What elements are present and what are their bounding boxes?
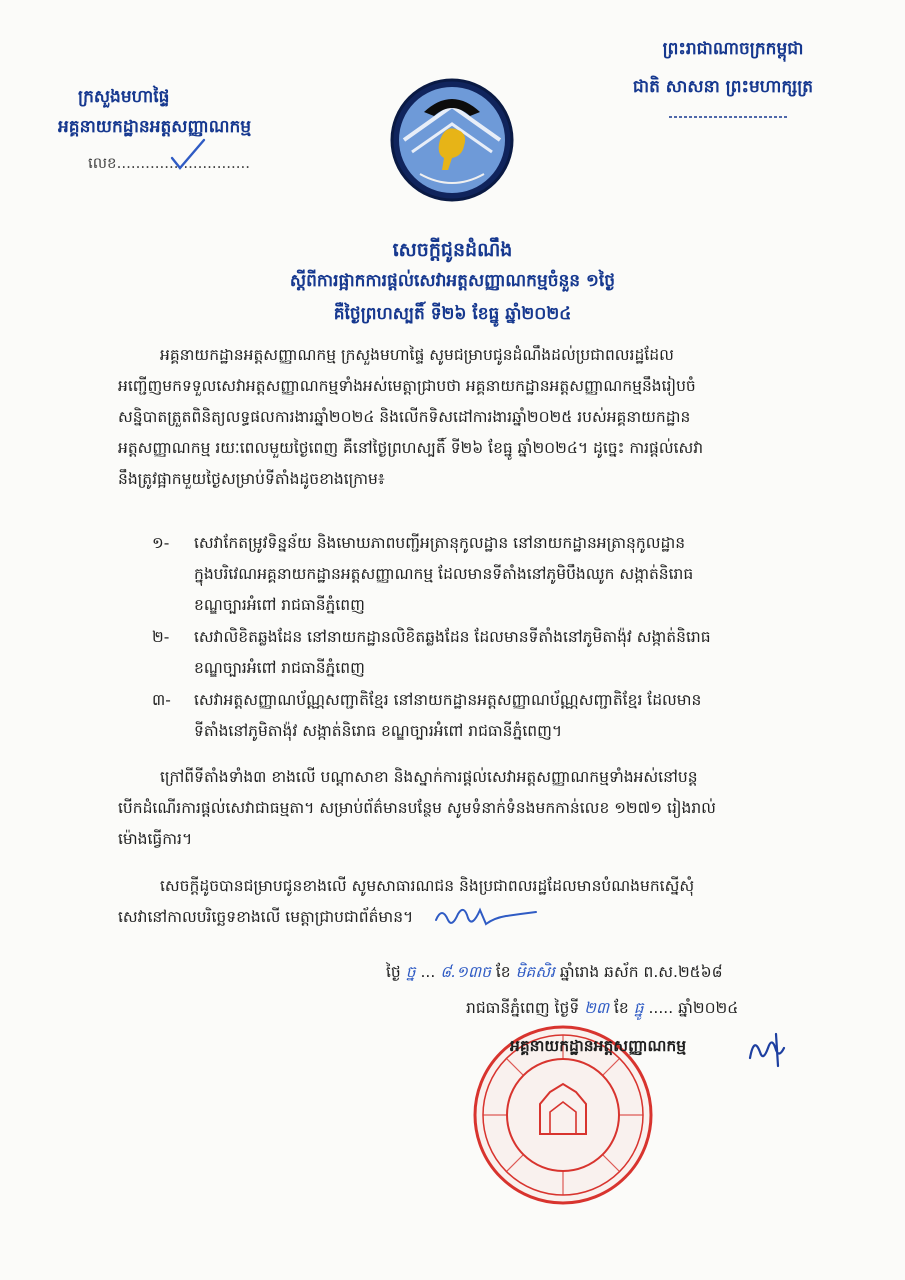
list-item-number: ៣-	[152, 691, 171, 709]
solar-prefix: រាជធានីភ្នំពេញ ថ្ងៃទី	[466, 999, 580, 1017]
paragraph-line: សេវានៅកាលបរិច្ឆេទខាងលើ មេត្តាជ្រាបជាព័ត៌មាន។	[118, 908, 414, 926]
notice-title: សេចក្តីជូនដំណឹង	[392, 239, 513, 261]
paragraph-line: អញ្ជើញមកទទួលសេវាអត្តសញ្ញាណកម្មទាំងអស់មេត្តាជ្រាបថា អគ្គនាយកដ្ឋានអត្តសញ្ញាណកម្មនឹងរៀបចំ	[118, 377, 696, 395]
paragraph-line: អគ្គនាយកដ្ឋានអត្តសញ្ញាណកម្ម ក្រសួងមហាផ្ទៃ សូមជម្រាបជូនដំណឹងដល់ប្រជាពលរដ្ឋដែល	[160, 346, 674, 364]
reference-number: លេខ............................	[88, 154, 251, 172]
solar-month-label: ខែ	[614, 999, 629, 1017]
notice-subject: ស្តីពីការផ្អាកការផ្តល់សេវាអត្តសញ្ញាណកម្មចំនួន ១ថ្ងៃ	[289, 271, 616, 291]
list-item-line: ខណ្ឌច្បារអំពៅ រាជធានីភ្នំពេញ	[194, 596, 365, 614]
paragraph-line: សន្និបាតត្រួតពិនិត្យលទ្ធផលការងារឆ្នាំ២០២៤ និងលើកទិសដៅការងារឆ្នាំ២០២៥ របស់អគ្គនាយកដ្ឋាន	[118, 408, 691, 426]
ministry-name: ក្រសួងមហាផ្ទៃ	[78, 87, 170, 107]
lunar-day-handwritten: ៨.១៣ច	[440, 963, 491, 981]
filler-dots: .....	[648, 999, 674, 1017]
paragraph-line: បើកដំណើរការផ្តល់សេវាជាធម្មតា។ សម្រាប់ព័ត៌មានបន្ថែម សូមទំនាក់ទំនងមកកាន់លេខ ១២៧១ រៀងរាល់	[118, 799, 716, 817]
contact-paragraph	[118, 762, 838, 855]
solar-date-line	[466, 998, 738, 1021]
list-item-line: សេវាអត្តសញ្ញាណប័ណ្ណសញ្ជាតិខ្មែរ នៅនាយកដ្ឋានអត្តសញ្ញាណប័ណ្ណសញ្ជាតិខ្មែរ ដែលមាន	[194, 691, 702, 709]
handwritten-initials	[432, 898, 542, 930]
list-item-number: ២-	[152, 628, 170, 646]
list-item-line: ទីតាំងនៅភូមិតាង៉ុវ សង្កាត់និរោធ ខណ្ឌច្បារអំពៅ រាជធានីភ្នំពេញ។	[194, 722, 563, 740]
department-name: អគ្គនាយកដ្ឋានអត្តសញ្ញាណកម្ម	[58, 117, 252, 137]
list-item-line: ខណ្ឌច្បារអំពៅ រាជធានីភ្នំពេញ	[194, 659, 365, 677]
nation-religion-king-motto: ជាតិ សាសនា ព្រះមហាក្សត្រ	[632, 77, 814, 97]
list-item-number: ១-	[152, 534, 170, 552]
list-item	[152, 528, 842, 621]
list-item-line: សេវាកែតម្រូវទិន្នន័យ និងមោឃភាពបញ្ជីអត្រានុកូលដ្ឋាន នៅនាយកដ្ឋានអត្រានុកូលដ្ឋាន	[194, 534, 686, 552]
list-item	[152, 685, 842, 747]
list-item-line: សេវាលិខិតឆ្លងដែន នៅនាយកដ្ឋានលិខិតឆ្លងដែន ដែលមានទីតាំងនៅភូមិតាង៉ុវ សង្កាត់និរោធ	[194, 628, 711, 646]
lunar-month-label: ខែ	[495, 963, 511, 981]
lunar-prefix: ថ្ងៃ	[386, 963, 401, 981]
solar-day-handwritten: ២៣	[584, 999, 610, 1017]
kingdom-heading: ព្រះរាជាណាចក្រកម្ពុជា	[662, 39, 804, 59]
paragraph-line: អត្តសញ្ញាណកម្ម រយៈពេលមួយថ្ងៃពេញ គឺនៅថ្ងៃព្រហស្បតិ៍ ទី២៦ ខែធ្នូ ឆ្នាំ២០២៤។ ដូច្នេះ ការផ្តល់សេវា	[118, 439, 704, 457]
paragraph-line: ក្រៅពីទីតាំងទាំង៣ ខាងលើ បណ្តាសាខា និងស្នាក់ការផ្តល់សេវាអត្តសញ្ញាណកម្មទាំងអស់នៅបន្ត	[160, 768, 698, 786]
notice-date: គឺថ្ងៃព្រហស្បតិ៍ ទី២៦ ខែធ្នូ ឆ្នាំ២០២៤	[333, 304, 572, 324]
handwritten-check-mark	[168, 136, 208, 172]
department-emblem-logo	[390, 78, 514, 202]
lunar-weekday-handwritten: ច្ន	[405, 963, 416, 981]
tagline-ornament-divider	[669, 116, 787, 118]
paragraph-line: សេចក្តីដូចបានជម្រាបជូនខាងលើ សូមសាធារណជន និងប្រជាពលរដ្ឋដែលមានបំណងមកស្នើសុំ	[160, 877, 695, 895]
solar-month-handwritten: ធ្នូ	[633, 999, 644, 1017]
paragraph-line: ម៉ោងធ្វើការ។	[118, 830, 193, 848]
intro-paragraph	[118, 340, 838, 495]
signatory-department: អគ្គនាយកដ្ឋានអត្តសញ្ញាណកម្ម	[510, 1037, 687, 1055]
list-item-line: ក្នុងបរិវេណអគ្គនាយកដ្ឋានអត្តសញ្ញាណកម្ម ដែលមានទីតាំងនៅភូមិបឹងឈូក សង្កាត់និរោធ	[194, 565, 694, 583]
lunar-month-handwritten: មិគសិរ	[515, 963, 555, 981]
list-item	[152, 622, 842, 684]
filler-dots: ...	[420, 963, 436, 981]
lunar-date-line	[386, 962, 723, 985]
lunar-year-suffix: ឆ្នាំរោង ឆស័ក ព.ស.២៥៦៨	[559, 963, 723, 981]
handwritten-signature	[746, 1028, 788, 1068]
solar-year-suffix: ឆ្នាំ២០២៤	[678, 999, 739, 1017]
paragraph-line: នឹងត្រូវផ្អាកមួយថ្ងៃសម្រាប់ទីតាំងដូចខាងក្រោម៖	[118, 470, 385, 488]
